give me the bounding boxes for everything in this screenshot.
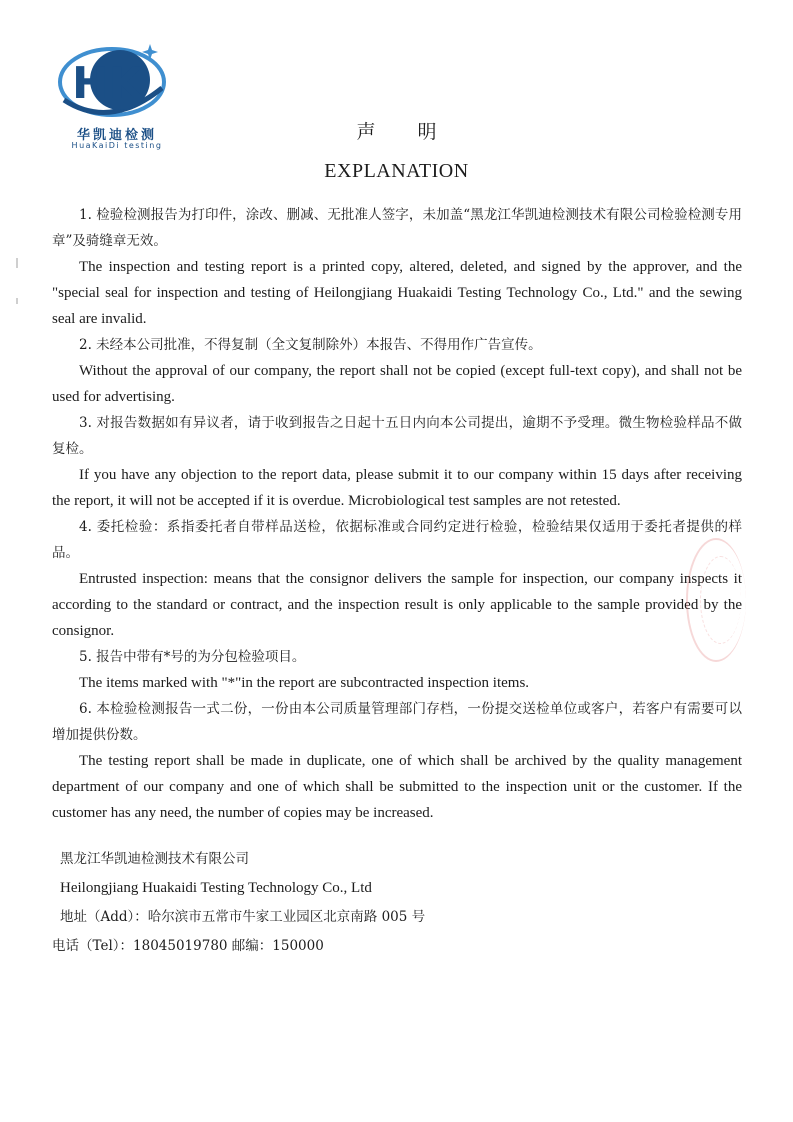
- title-chinese: 声明: [356, 121, 479, 143]
- title-english: EXPLANATION: [324, 160, 469, 182]
- paragraph-6-en: The testing report shall be made in duplicate, one of which shall be archived by the quality management department of our company and one of which shall be submitted to the inspection unit or the customer. If the customer has any need, the number of copies may be increased.: [52, 753, 742, 821]
- logo-monogram: HK: [72, 58, 143, 109]
- logo-name-en: HuaKaiDi testing: [71, 141, 163, 150]
- paragraph-5-cn: 5. 报告中带有*号的为分包检验项目。: [79, 649, 306, 665]
- paragraph-1-cn: 1. 检验检测报告为打印件，涂改、删减、无批准人签字，未加盖“黑龙江华凯迪检测技术有限公司检验检测专用章”及骑缝章无效。: [52, 207, 742, 249]
- seal-stamp-inner-ring: [700, 556, 741, 644]
- footer-address: 地址（Add）：哈尔滨市五常市牛家工业园区北京南路 005 号: [60, 909, 426, 925]
- paragraph-4-en: Entrusted inspection: means that the consignor delivers the sample for inspection, our company inspects it according to the standard or contract, and the inspection result is only applicable to the sample provided by the consignor.: [52, 571, 742, 639]
- paragraph-3-cn: 3. 对报告数据如有异议者，请于收到报告之日起十五日内向本公司提出，逾期不予受理。微生物检验样品不做复检。: [52, 415, 742, 457]
- logo-name-cn: 华凯迪检测: [76, 128, 157, 143]
- scan-mark: [16, 298, 18, 304]
- paragraph-3-en: If you have any objection to the report data, please submit it to our company within 15 days after receiving the report, it will not be accepted if it is overdue. Microbiological test samples are not retested.: [52, 467, 742, 509]
- explanation-body: [52, 202, 742, 826]
- footer-company-cn: 黑龙江华凯迪检测技术有限公司: [60, 851, 249, 867]
- paragraph-6-cn: 6. 本检验检测报告一式二份，一份由本公司质量管理部门存档，一份提交送检单位或客户，若客户有需要可以增加提供份数。: [52, 701, 742, 743]
- company-footer: [52, 845, 700, 961]
- hk-logo-icon: [50, 38, 175, 128]
- footer-contact: 电话（Tel）：18045019780 邮编：150000: [52, 938, 324, 954]
- paragraph-2-en: Without the approval of our company, the report shall not be copied (except full-text copy), and shall not be used for advertising.: [52, 363, 742, 405]
- paragraph-1-en: The inspection and testing report is a printed copy, altered, deleted, and signed by the approver, and the "special seal for inspection and testing of Heilongjiang Huakaidi Testing Technology Co., Ltd." and the sewing seal are invalid.: [52, 259, 742, 327]
- scan-mark: [16, 258, 18, 268]
- footer-company-en: Heilongjiang Huakaidi Testing Technology Co., Ltd: [60, 880, 372, 896]
- paragraph-5-en: The items marked with "*"in the report are subcontracted inspection items.: [79, 675, 530, 691]
- paragraph-4-cn: 4. 委托检验：系指委托者自带样品送检，依据标准或合同约定进行检验，检验结果仅适用于委托者提供的样品。: [52, 519, 742, 561]
- paragraph-2-cn: 2. 未经本公司批准，不得复制（全文复制除外）本报告、不得用作广告宣传。: [79, 337, 542, 353]
